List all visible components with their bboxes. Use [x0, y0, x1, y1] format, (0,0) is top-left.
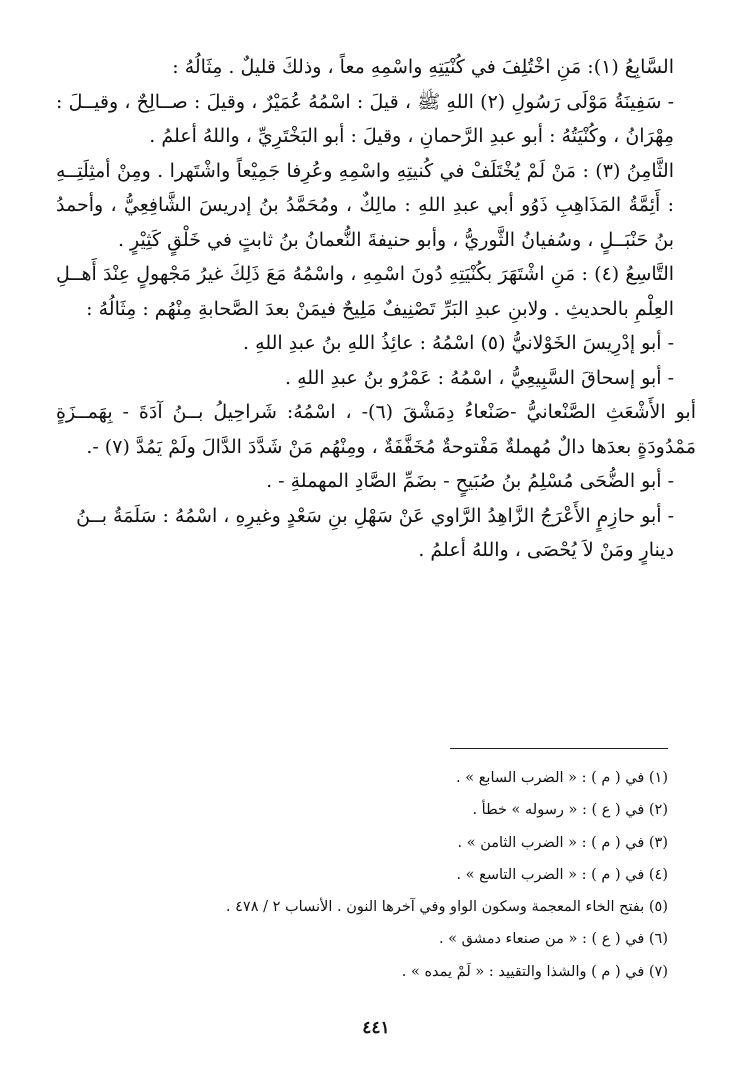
footnote-4: (٤) في ( م ) : « الضرب التاسع » . [456, 866, 668, 883]
footnote-5: (٥) بفتح الخاء المعجمة وسكون الواو وفي آخرها النون . الأنساب ٢ / ٤٧٨ . [225, 899, 668, 916]
main-text [56, 50, 696, 568]
example-abu-hazim: - أبو حازِمٍ الأَعْرَجُ الزَّاهِدُ الرَّاوي عَنْ سَهْلِ بنِ سَعْدٍ وغيرِهِ ، اسْمُهُ : سَلَمَةُ بــنُ دينارٍ ومَنْ لاَ يُحْصَى ، واللهُ أعلمُ . [76, 504, 674, 561]
example-abu-idris: - أبو إدْرِيسَ الخَوْلانيُّ (٥) اسْمُهُ : عائِذُ اللهِ بنُ عبدِ اللهِ . [243, 332, 674, 354]
example-abu-al-duha: - أبو الضُّحَى مُسْلِمُ بنُ صُبَيحٍ - بضَمِّ الصَّادِ المهملةِ - . [266, 470, 674, 492]
paragraph-seventh-type: السَّابِعُ (١): مَنِ اخْتُلِفَ في كُنْيَتِهِ واسْمِهِ معاً ، وذلكَ قليلٌ . مِثَالُهُ : [172, 56, 674, 78]
footnote-3: (٣) في ( م ) : « الضرب الثامن » . [457, 834, 668, 851]
example-abu-al-ashath: أبو الأَشْعَثِ الصَّنْعانيُّ -صَنْعاءُ دِمَشْقَ (٦)- ، اسْمُهُ: شَراحِيلُ بــنُ آدَةَ - بِهَمــزَةٍ مَمْدُودَةٍ بعدَها دالٌ مُهملةٌ مَفْتوحةٌ مُخَفَّفَةٌ ، ومِنْهُم مَنْ شَدَّدَ الدَّالَ ولَمْ يَمُدَّ (٧) -. [56, 401, 696, 458]
footnotes [68, 762, 668, 988]
example-safina: - سَفِينَةُ مَوْلَى رَسُولِ (٢) اللهِ ﷺ ، قيلَ : اسْمُهُ عُمَيْرٌ ، وقيلَ : صــالِحٌ ، وقيــلَ : مِهْرَانُ ، وكُنْيَتُهُ : أبو عبدِ الرَّحمانِ ، وقيلَ : أبو البَخْتَرِيِّ ، واللهُ أعلمُ . [56, 90, 674, 147]
paragraph-ninth-type: التَّاسِعُ (٤) : مَنِ اشْتَهَرَ بكُنْيَتِهِ دُونَ اسْمِهِ ، واسْمُهُ مَعَ ذَلِكَ غيرُ مَجْهولٍ عِنْدَ أَهــلِ العِلْمِ بالحديثِ . ولابنِ عبدِ البَرِّ تَصْنِيفٌ مَلِيحٌ فيمَنْ بعدَ الصَّحابةِ مِنْهُم : مِثَالُهُ : [56, 263, 675, 320]
page-number: ٤٤١ [362, 1018, 390, 1038]
footnote-1: (١) في ( م ) : « الضرب السابع » . [456, 770, 668, 786]
example-abu-ishaq: - أبو إسحاقَ السَّبِيعِيُّ ، اسْمُهُ : عَمْرُو بنُ عبدِ اللهِ . [285, 366, 674, 389]
footnote-7: (٧) في ( م ) والشذا والتقييد : « لَمْ يمده » . [401, 963, 668, 980]
footnote-divider [450, 748, 668, 749]
document-page [56, 50, 696, 1060]
footnote-2: (٢) في ( ع ) : « رسوله » خطأ . [472, 802, 668, 819]
paragraph-eighth-type: الثَّامِنُ (٣) : مَنْ لَمْ يُخْتَلَفْ في كُنيتِهِ واسْمِهِ وعُرِفا جَمِيْعاً واشْتَهرا . ومِنْ أمثِلَتِــهِ : أَئِمَّةُ المَذَاهِبِ ذَوُو أبي عبدِ اللهِ : مالِكٌ ، ومُحَمَّدُ بنُ إدريسَ الشَّافِعِيُّ ، وأحمدُ بنُ حَنْبَــلٍ ، وسُفيانُ الثَّوريُّ ، وأبو حنيفةَ النُّعمانُ بنُ ثابتٍ في خَلْقٍ كَثِيْرٍ . [56, 159, 674, 251]
footnote-6: (٦) في ( ع ) : « من صنعاء دمشق » . [438, 931, 668, 948]
